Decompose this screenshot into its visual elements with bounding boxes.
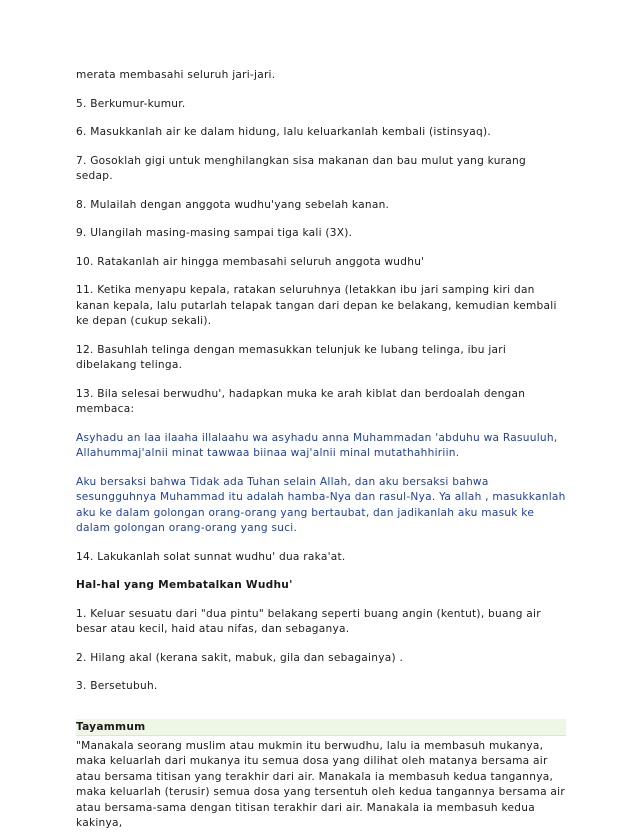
step-12: 12. Basuhlah telinga dengan memasukkan telunjuk ke lubang telinga, ibu jari dibelakang telinga. [76, 343, 507, 371]
tayammum-text: "Manakala seorang muslim atau mukmin itu berwudhu, lalu ia membasuh mukanya, maka keluarlah dari mukanya itu semua dosa yang dilihat oleh matanya bersama air atau bersama titisan yang terakhir dari air. Manakala ia membasuh kedua tangannya, maka keluarlah (terusir) semua dosa yang tersentuh oleh kedua tangannya bersama air atau bersama-sama dengan titisan terakhir dari air. Manakala ia membasuh kedua kakinya, [76, 739, 565, 829]
tayammum-title: Tayammum [76, 720, 146, 733]
doa-arabic-transliteration: Asyhadu an laa ilaaha illalaahu wa asyhadu anna Muhammadan 'abduhu wa Rasuuluh, Allahummaj'alnii minat tawwaa biinaa waj'alnii minal mutathahhiriin. [76, 431, 558, 459]
step-8: 8. Mulailah dengan anggota wudhu'yang sebelah kanan. [76, 198, 390, 211]
document-page [76, 68, 566, 832]
paragraph-continuation: merata membasahi seluruh jari-jari. [76, 69, 276, 81]
batal-item-1: 1. Keluar sesuatu dari "dua pintu" belakang seperti buang angin (kentut), buang air besar atau kecil, haid atau nifas, dan sebaganya. [76, 607, 541, 635]
step-7: 7. Gosoklah gigi untuk menghilangkan sisa makanan dan bau mulut yang kurang sedap. [76, 154, 526, 182]
step-13: 13. Bila selesai berwudhu', hadapkan muka ke arah kiblat dan berdoalah dengan membaca: [76, 387, 526, 415]
batal-item-3: 3. Bersetubuh. [76, 680, 158, 692]
step-14: 14. Lakukanlah solat sunnat wudhu' dua raka'at. [76, 550, 346, 563]
step-11: 11. Ketika menyapu kepala, ratakan seluruhnya (letakkan ibu jari samping kiri dan kanan kepala, lalu putarlah telapak tangan dari depan ke belakang, kemudian kembali ke depan (cukup sekali). [76, 284, 557, 327]
step-6: 6. Masukkanlah air ke dalam hidung, lalu keluarkanlah kembali (istinsyaq). [76, 126, 491, 138]
heading-batal-wudhu: Hal-hal yang Membatalkan Wudhu' [76, 579, 293, 591]
step-9: 9. Ulangilah masing-masing sampai tiga kali (3X). [76, 227, 353, 239]
batal-item-2: 2. Hilang akal (kerana sakit, mabuk, gila dan sebagainya) . [76, 651, 404, 664]
tayammum-heading-bar [76, 719, 566, 736]
doa-translation: Aku bersaksi bahwa Tidak ada Tuhan selain Allah, dan aku bersaksi bahwa sesungguhnya Muhammad itu adalah hamba-Nya dan rasul-Nya. Ya allah , masukkanlah aku ke dalam golongan orang-orang yang bertaubat, dan jadikanlah aku masuk ke dalam golongan orang-orang yang suci. [76, 475, 566, 534]
step-5: 5. Berkumur-kumur. [76, 97, 186, 110]
step-10: 10. Ratakanlah air hingga membasahi seluruh anggota wudhu' [76, 255, 425, 268]
